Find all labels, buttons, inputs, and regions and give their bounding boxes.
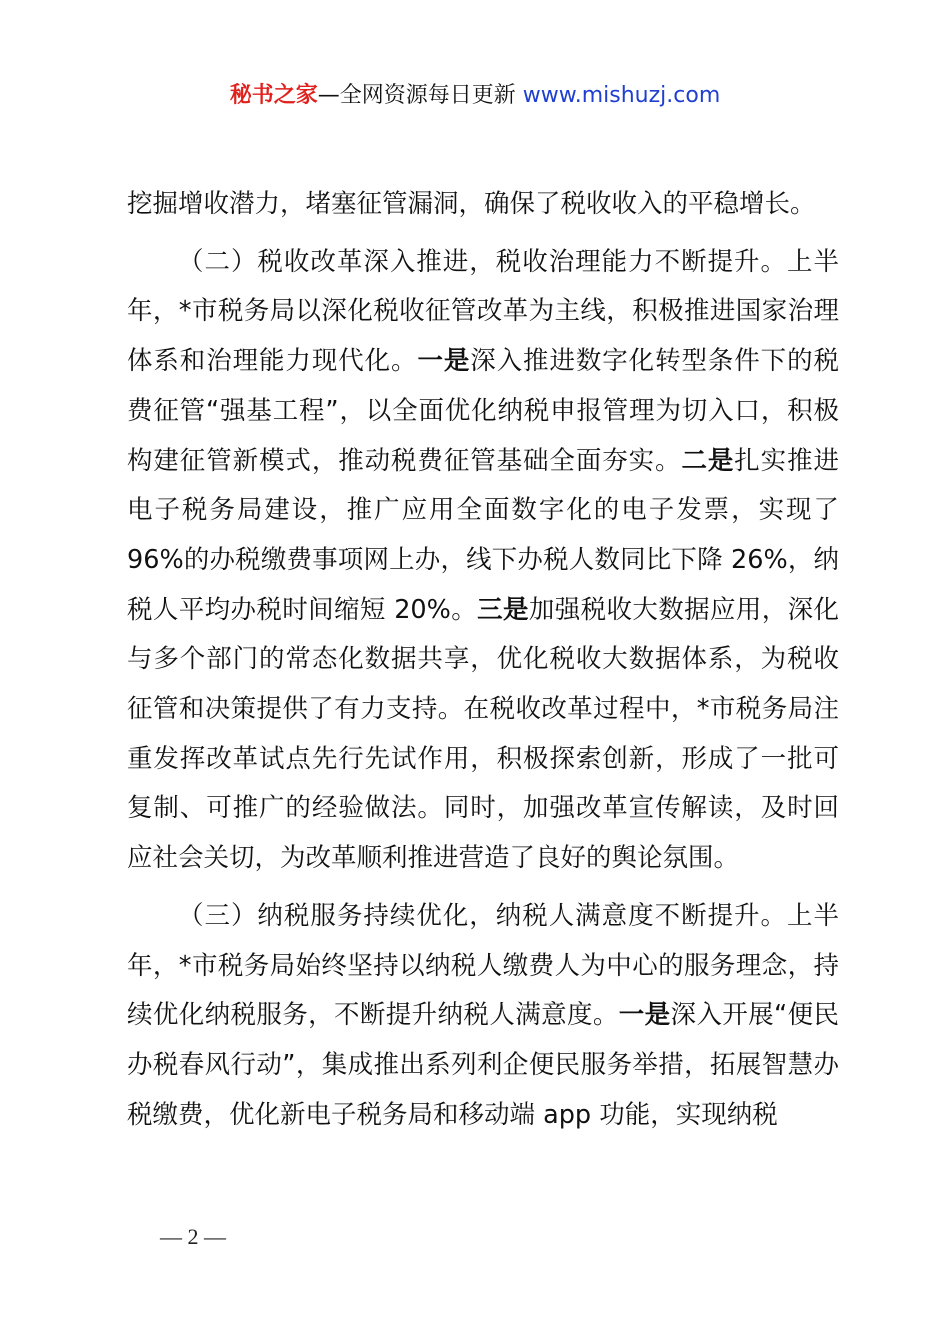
page-number: — 2 — [160,1224,226,1249]
document-body [127,180,839,1140]
paragraph-text: 深入开展“便民办税春风行动”，集成推出系列利企便民服务举措，拓展智慧办税缴费，优化新电子税务局和移动端 app 功能，实现纳税 [127,1000,839,1130]
bold-marker: 一是 [417,346,471,377]
paragraph-text: 扎实推进电子税务局建设，推广应用全面数字化的电子发票，实现了96%的办税缴费事项网上办，线下办税人数同比下降 26%，纳税人平均办税时间缩短 20%。 [127,445,839,625]
paragraph-continuation [127,180,839,230]
header-tagline: —全网资源每日更新 [317,83,523,108]
paragraph-tax-reform [127,238,839,884]
paragraph-text: 挖掘增收潜力，堵塞征管漏洞，确保了税收收入的平稳增长。 [127,189,816,219]
paragraph-text: 加强税收大数据应用，深化与多个部门的常态化数据共享，优化税收大数据体系，为税收征管和决策提供了有力支持。在税收改革过程中，*市税务局注重发挥改革试点先行先试作用，积极探索创新，形成了一批可复制、可推广的经验做法。同时，加强改革宣传解读，及时回应社会关切，为改革顺利推进营造了良好的舆论氛围。 [127,594,839,874]
site-header [0,80,950,112]
paragraph-tax-service [127,892,839,1141]
bold-marker: 二是 [681,445,735,476]
bold-marker: 三是 [477,594,529,625]
brand-name: 秘书之家 [229,83,318,108]
paragraph-text: （三）纳税服务持续优化，纳税人满意度不断提升。上半年，*市税务局始终坚持以纳税人缴费人为中心的服务理念，持续优化纳税服务，不断提升纳税人满意度。 [127,900,839,1031]
paragraph-text: 深入推进数字化转型条件下的税费征管“强基工程”，以全面优化纳税申报管理为切入口，积极构建征管新模式，推动税费征管基础全面夯实。 [127,346,839,476]
bold-marker: 一是 [618,1000,671,1031]
site-url[interactable]: www.mishuzj.com [522,83,721,108]
paragraph-text: （二）税收改革深入推进，税收治理能力不断提升。上半年，*市税务局以深化税收征管改革为主线，积极推进国家治理体系和治理能力现代化。 [127,246,839,377]
